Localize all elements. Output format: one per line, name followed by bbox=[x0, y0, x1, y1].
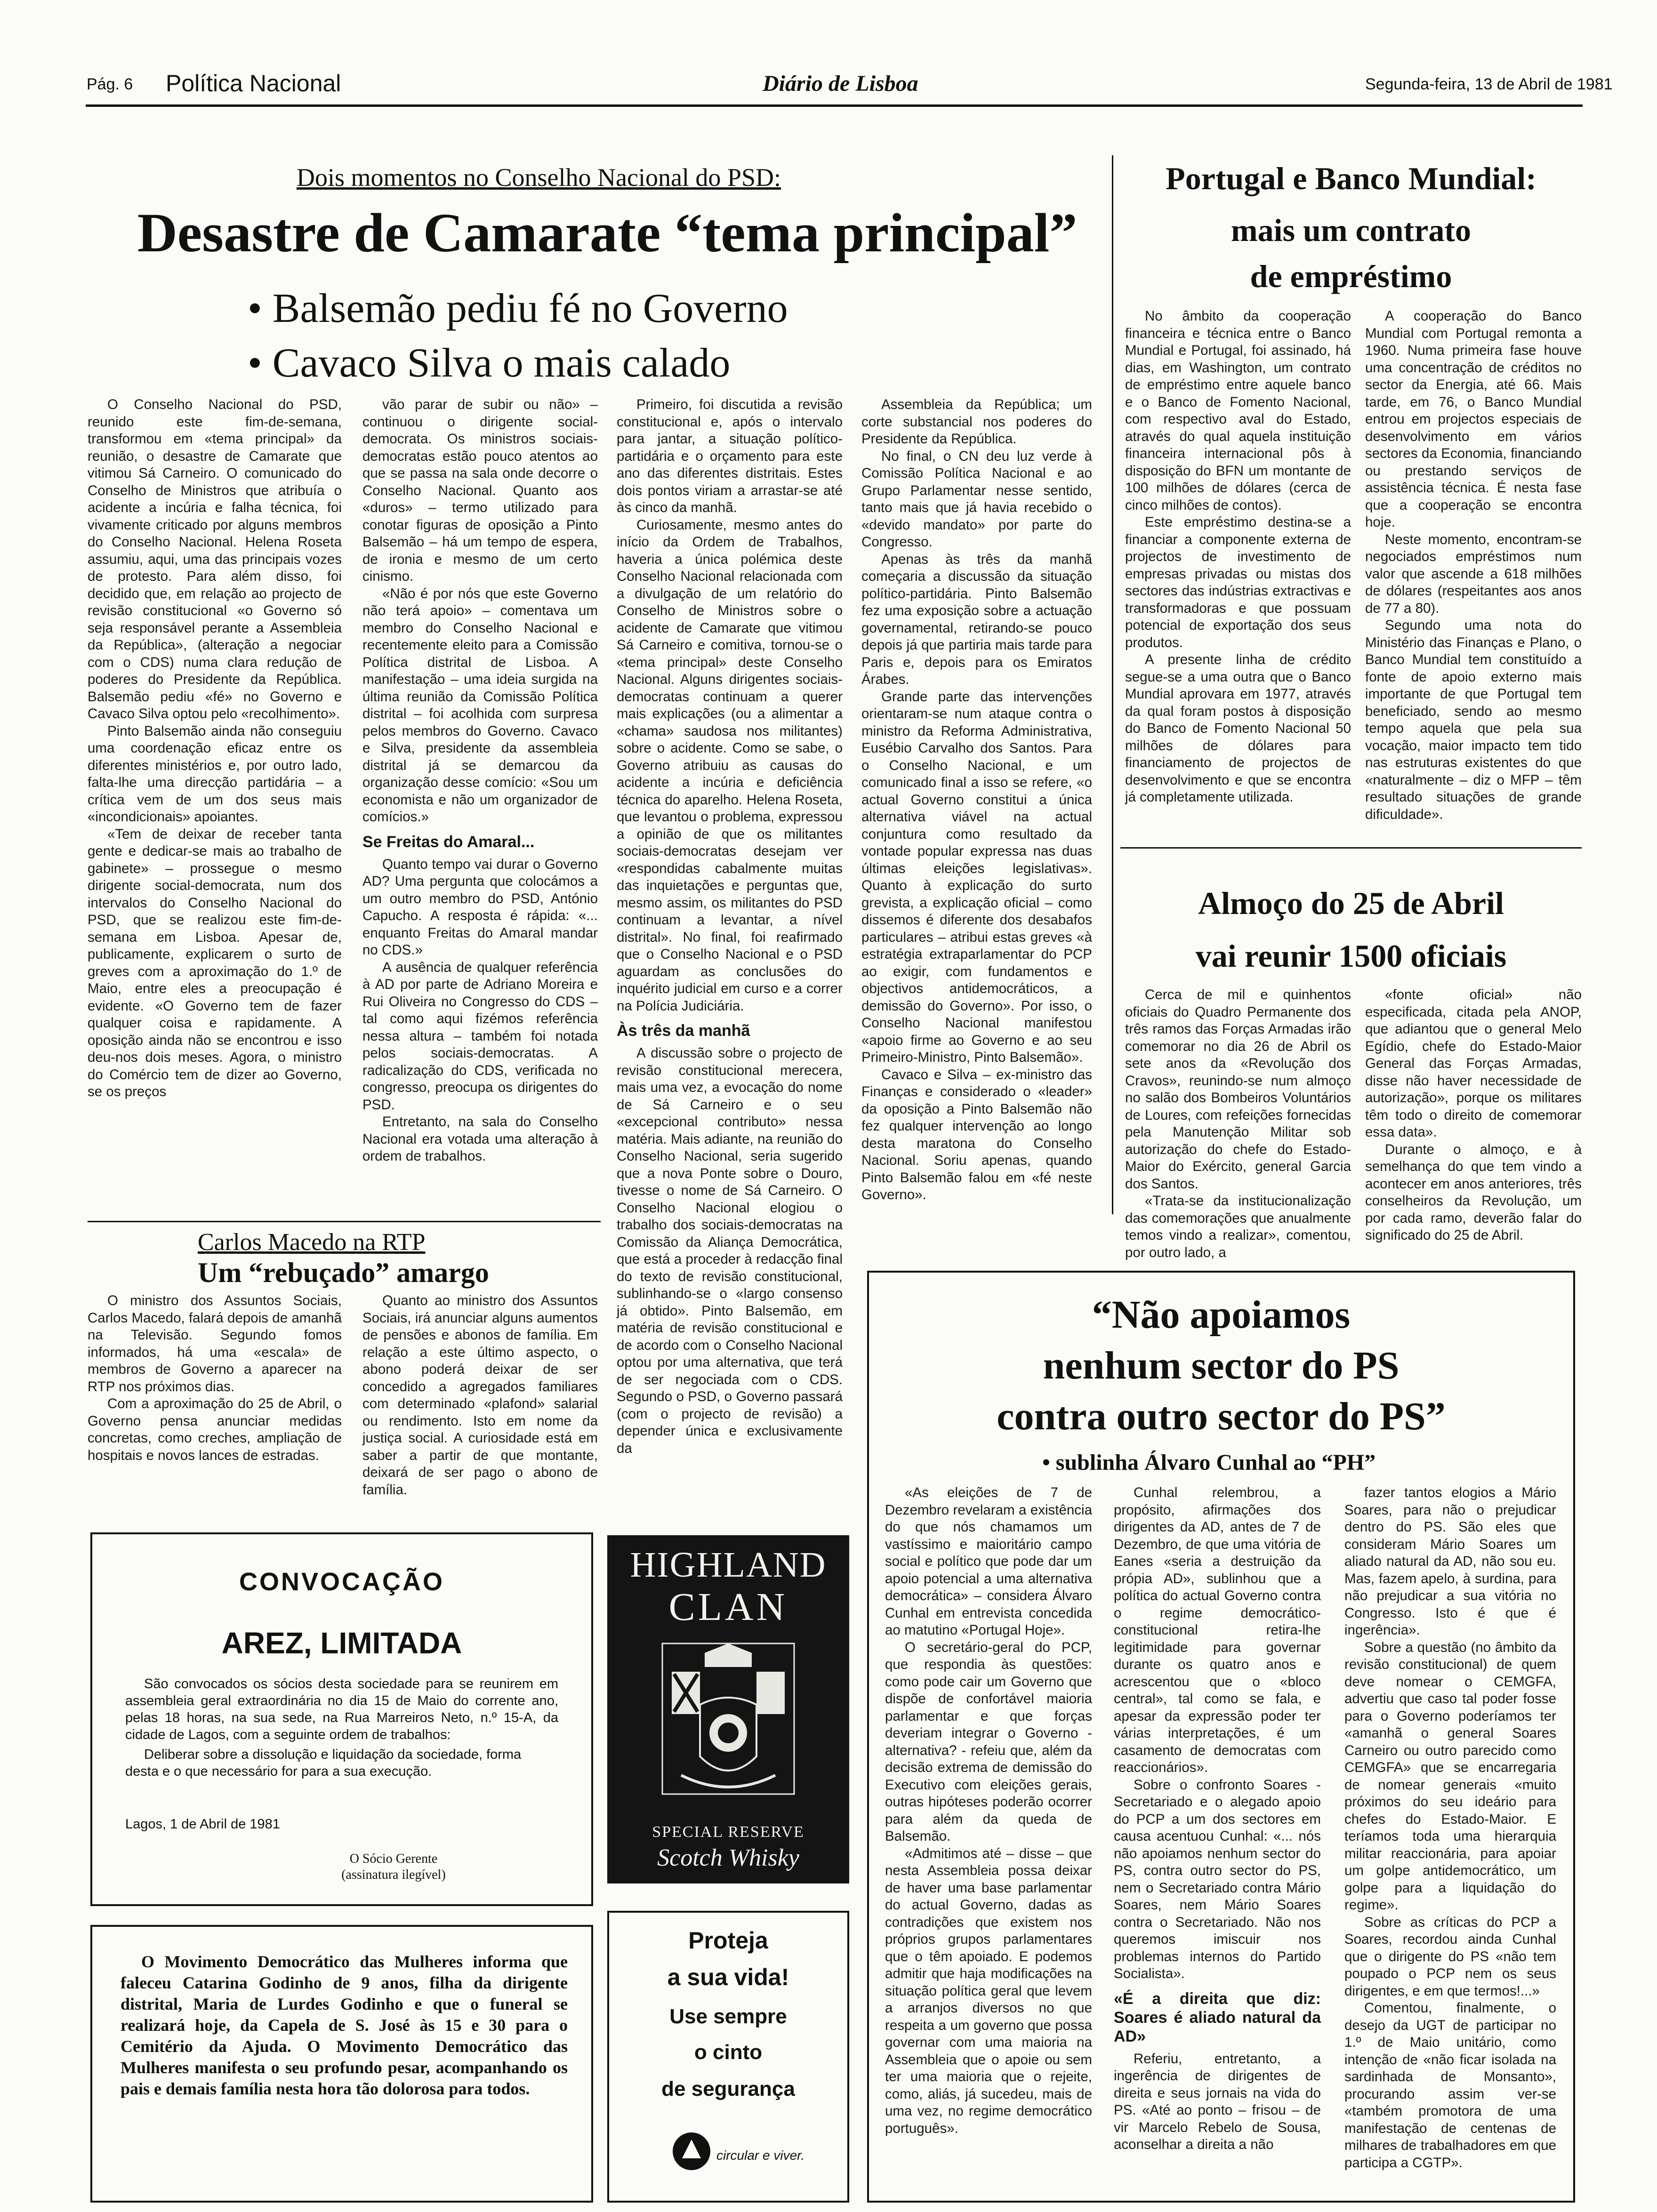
road-safety-logo-icon bbox=[670, 2130, 713, 2172]
paragraph: Neste momento, encontram-se negociados empréstimos num valor que ascende a 618 milhões de dólares (respeitantes aos anos de 77 a 80). bbox=[1365, 531, 1582, 616]
cunhal-column-1 bbox=[885, 1484, 1092, 2190]
section-title: Política Nacional bbox=[166, 70, 341, 96]
main-column-3 bbox=[617, 396, 843, 1526]
paragraph: Quanto tempo vai durar o Governo AD? Uma pergunta que colocámos a um outro membro do PSD, António Capucho. A resposta é rápida: «... enquanto Freitas do Amaral mandar no CDS.» bbox=[362, 856, 598, 958]
paragraph: «fonte oficial» não especificada, citada pela ANOP, que adiantou que o general Melo Egídio, chefe do Estado-Maior General das Forças Armadas, disse não haver necessidade de autorização», porque os militares têm todo o direito de comemorar essa data». bbox=[1365, 987, 1582, 1140]
cunhal-subhead: • sublinha Álvaro Cunhal ao “PH” bbox=[1042, 1450, 1376, 1475]
crest-icon bbox=[648, 1634, 808, 1813]
paragraph: Cerca de mil e quinhentos oficiais do Quadro Permanente dos três ramos das Forças Armadas irão comemorar no dia 26 de Abril os sete anos da «Revolução dos Cravos», reunindo-se num almoço no salão dos Bombeiros Voluntários de Loures, com refeições fornecidas pela Manutenção Militar sob autorização do chefe do Estado-Maior do Exército, general Garcia dos Santos. bbox=[1125, 987, 1351, 1192]
macedo-column-2 bbox=[362, 1292, 598, 1528]
convocacao-body: São convocados os sócios desta sociedade para se reunirem em assembleia geral extraordinária no dia 15 de Maio do corrente ano, pelas 18 horas, na sua sede, na Rua Marreiros Neto, n.º 15-A, da cidade de Lagos, com a seguinte ordem de trabalhos: bbox=[125, 1676, 558, 1742]
convocacao-company: AREZ, LIMITADA bbox=[221, 1626, 462, 1660]
paragraph: Entretanto, na sala do Conselho Nacional era votada uma alteração à ordem de trabalhos. bbox=[362, 1114, 598, 1164]
paragraph: Curiosamente, mesmo antes do início da Ordem de Trabalhos, haveria a única polémica deste Conselho Nacional relacionada com a divulgação de um relatório do Conselho de Ministros sobre o acidente de Camarate que vitimou Sá Carneiro e comitiva, tornou-se o «tema principal» deste Conselho Nacional. Alguns dirigentes sociais-democratas continuam a querer mais explicações (ou a alimentar a «chama» saudosa nos militantes) sobre o acidente. Como se sabe, o Governo atribuiu as causas do acidente a incúria e deficiência técnica do aparelho. Helena Roseta, que levantou o problema, expressou a opinião de que os militantes sociais-democratas desejam ver «respondidas cabalmente muitas das inquietações e perguntas que, mesmo assim, os militantes do PSD continuam a levantar, a nível distrital». No final, foi reafirmado que o Conselho Nacional e o PSD aguardam as conclusões do inquérito judicial em curso e a correr na Polícia Judiciária. bbox=[617, 517, 843, 1014]
macedo-kicker: Carlos Macedo na RTP bbox=[198, 1229, 426, 1256]
proteja-line-1: Proteja bbox=[688, 1927, 768, 1954]
paragraph: Pinto Balsemão ainda não conseguiu uma coordenação eficaz entre os diferentes ministérios e, por outro lado, falta-lhe uma direcção partidária – a crítica vem de um dos seus mais «incondicionais» apoiantes. bbox=[88, 723, 342, 825]
paragraph: «As eleições de 7 de Dezembro revelaram a existência do que nós chamamos um vastíssimo e maioritário campo social e político que pode dar um apoio potencial a uma alternativa democrática» – considera Álvaro Cunhal em entrevista concedida ao matutino «Portugal Hoje». bbox=[885, 1485, 1092, 1638]
banco-headline-1: Portugal e Banco Mundial: bbox=[1166, 160, 1536, 196]
paragraph: A presente linha de crédito segue-se a uma outra que o Banco Mundial aprovara em 1977, através da qual foram postos à disposição do Banco de Fomento Nacional 50 milhões de dólares para financiamento de projectos de desenvolvimento e que se encontra já completamente utilizada. bbox=[1125, 652, 1351, 805]
paragraph: fazer tantos elogios a Mário Soares, para não o prejudicar dentro do PS. São eles que consideram Mário Soares um aliado natural da AD, não sou eu. Mas, fazem apelo, à surdina, para não prejudicar a sua vitória no Congresso. Isto é que é ingerência». bbox=[1344, 1485, 1556, 1638]
paragraph: A ausência de qualquer referência à AD por parte de Adriano Moreira e Rui Oliveira no Congresso do CDS – tal como aqui fizémos referência nessa altura – também foi notada pelos sociais-democratas. A radicalização do CDS, verificada no congresso, preocupa os dirigentes do PSD. bbox=[362, 959, 598, 1113]
cunhal-headline-3: contra outro sector do PS” bbox=[997, 1395, 1446, 1438]
article-subhead-1: • Balsemão pediu fé no Governo bbox=[248, 286, 788, 331]
section-heading: «É a direita que diz: Soares é aliado natural da AD» bbox=[1114, 1989, 1321, 2045]
cunhal-column-3 bbox=[1344, 1484, 1556, 2190]
proteja-logo-text: circular e viver. bbox=[716, 2148, 805, 2163]
convocacao-signature: O Sócio Gerente bbox=[349, 1851, 438, 1866]
article-subhead-2: • Cavaco Silva o mais calado bbox=[248, 340, 731, 386]
main-column-2 bbox=[362, 396, 598, 1215]
proteja-line-3: Use sempre bbox=[669, 2005, 787, 2028]
paragraph: «Tem de deixar de receber tanta gente e dedicar-se mais ao trabalho de gabinete» – prossegue o mesmo dirigente social-democrata, num dos intervalos do Conselho Nacional do PSD, que se realizou este fim-de-semana em Lisboa. Apesar de, publicamente, explicarem o surto de greves com a aproximação do 1.º de Maio, entre eles a preocupação é evidente. «O Governo tem de fazer qualquer coisa e rapidamente. A oposição ainda não se encontrou e isso deu-nos dois meses. Agora, o ministro do Comércio tem de dizer ao Governo, se os preços bbox=[88, 826, 342, 1099]
paragraph: Sobre o confronto Soares -Secretariado e o alegado apoio do PCP a um dos sectores em causa acentuou Cunhal: «... nós não apoiamos nenhum sector do PS, contra outro sector do PS, nem o Secretariado contra Mário Soares, nem Mário Soares contra o Secretariado. Não nos queremos imiscuir nos problemas internos do Partido Socialista». bbox=[1114, 1777, 1321, 1981]
paragraph: O Conselho Nacional do PSD, reunido este fim-de-semana, transformou em «tema principal» da reunião, o desastre de Camarate que vitimou Sá Carneiro. O comunicado do Conselho de Ministros que atribuía o acidente a incúria e falha técnica, foi vivamente criticado por alguns membros do Conselho Nacional. Helena Roseta assumiu, aqui, uma das principais vozes de protesto. Para além disso, foi decidido que, em relação ao projecto de revisão constitucional «o Governo só seja responsável perante a Assembleia da República», (alteração a negociar com o CDS) numa clara redução de poderes do Presidente da República. Balsemão pediu «fé» no Governo e Cavaco Silva optou pelo «recolhimento». bbox=[88, 397, 342, 721]
convocacao-order: Deliberar sobre a dissolução e liquidação da sociedade, forma desta e o que necessário for para a sua execução. bbox=[125, 1747, 522, 1779]
cunhal-headline-2: nenhum sector do PS bbox=[1043, 1344, 1400, 1387]
paragraph: Cunhal relembrou, a propósito, afirmações dos dirigentes da AD, antes de 7 de Dezembro, de que uma vitória de Eanes «seria a destruição da própia AD», sublinhou que a política do actual Governo contra o regime democrático-constitucional retira-lhe legitimidade para governar durante os quatro anos e acrescentou que o «bloco central», tal como se fala, e apesar da expressão poder ter várias interpretações, é um casamento de democratas com reaccionários». bbox=[1114, 1485, 1321, 1775]
paragraph: Comentou, finalmente, o desejo da UGT de participar no 1.º de Maio unitário, como intenção de «não ficar isolada na sardinhada de Monsanto», procurando assim ver-se «também promotora de uma manifestação de centenas de milhares de trabalhadores em que participa a CGTP». bbox=[1344, 2000, 1556, 2171]
paragraph: Sobre as críticas do PCP a Soares, recordou ainda Cunhal que o dirigente do PS «não tem poupado o PCP nem os seus dirigentes, e em que termos!...» bbox=[1344, 1914, 1556, 1999]
cunhal-headline-1: “Não apoiamos bbox=[1092, 1293, 1351, 1337]
paragraph: Este empréstimo destina-se a financiar a componente externa de projectos de investimento de empresas privadas ou mistas dos sectores das indústrias extractivas e transformadoras e que possuam potencial de exportação dos seus produtos. bbox=[1125, 514, 1351, 650]
almoco-headline-1: Almoço do 25 de Abril bbox=[1198, 885, 1504, 921]
paragraph: O secretário-geral do PCP, que respondia às questões: como pode cair um Governo que dispõe de confortável maioria parlamentar e que forças deveriam integrar o Governo - alternativa? - refeiu que, além da decisão extrema de demissão do Executivo com eleições gerais, outras hipóteses poderão ocorrer para além da queda de Balsemão. bbox=[885, 1639, 1092, 1844]
almoco-headline-2: vai reunir 1500 oficiais bbox=[1195, 938, 1507, 974]
paragraph: Assembleia da República; um corte substancial nos poderes do Presidente da República. bbox=[861, 397, 1092, 447]
paragraph: Apenas às três da manhã começaria a discussão da situação político-partidária. Pinto Balsemão fez uma exposição sobre a actuação governamental, retirando-se pouco depois já que partiria mais tarde para Paris e, depois para os Emiratos Árabes. bbox=[861, 551, 1092, 687]
almoco-column-1 bbox=[1125, 986, 1351, 1260]
paragraph: Primeiro, foi discutida a revisão constitucional e, após o intervalo para jantar, a situação político-partidária e o orçamento para este ano das diferentes distritais. Estes dois pontos viriam a arrastar-se até às cinco da manhã. bbox=[617, 397, 843, 515]
highland-clan-ad bbox=[607, 1535, 849, 1883]
almoco-column-2 bbox=[1365, 986, 1582, 1250]
paragraph: «Não é por nós que este Governo não terá apoio» – comentava um membro do Conselho Nacional e recentemente eleito para a Comissão Política distrital de Lisboa. A manifestação – uma ideia surgida na última reunião da Comissão Política distrital – foi acolhida com surpresa pelos membros do Governo. Cavaco e Silva, presidente da assembleia distrital já se demarcou da organização desse comício: «Sou um economista e não um organizador de comícios.» bbox=[362, 585, 598, 825]
paragraph: «Trata-se da institucionalização das comemorações que anualmente temos vindo a realizar», comentou, por outro lado, a bbox=[1125, 1193, 1351, 1260]
obituary-text: O Movimento Democrático das Mulheres informa que faleceu Catarina Godinho de 9 anos, filha da dirigente distrital, Maria de Lurdes Godinho e que o funeral se realizará hoje, da Capela de S. José às 15 e 30 para o Cemitério da Ajuda. O Movimento Democrático das Mulheres manifesta o seu profundo pesar, acompanhando os pais e demais família nesta hora tão dolorosa para todos. bbox=[121, 1952, 568, 2098]
proteja-line-4: o cinto bbox=[694, 2041, 763, 2064]
paragraph: «Admitimos até – disse – que nesta Assembleia possa deixar de haver uma base parlamentar do actual Governo, dadas as contradições que existem nos próprios grupos parlamentares que o têm apoiado. E podemos admitir que haja modificações na situação política geral que levem a arranjos diversos no que respeita a um governo que possa governar com uma maioria na Assembleia que o apoie ou sem ter uma maioria que o rejeite, como, aliás, já sucedeu, mais de uma vez, no regime democrático português». bbox=[885, 1845, 1092, 2136]
banco-headline-3: de empréstimo bbox=[1250, 258, 1452, 294]
cunhal-column-2 bbox=[1114, 1484, 1321, 2190]
banco-headline-2: mais um contrato bbox=[1231, 212, 1471, 248]
paragraph: A cooperação do Banco Mundial com Portugal remonta a 1960. Numa primeira fase houve uma concentração de créditos no sector da Energia, até 66. Mais tarde, em 76, o Banco Mundial entrou em projectos especiais de desenvolvimento em vários sectores da Economia, financiando ou prestando serviços de assistência técnica. É nesta fase que a cooperação se encontra hoje. bbox=[1365, 308, 1582, 530]
macedo-column-1 bbox=[88, 1292, 342, 1528]
banco-column-1 bbox=[1125, 308, 1351, 825]
highland-brand-line-2: CLAN bbox=[668, 1585, 788, 1629]
column-rule bbox=[1112, 155, 1113, 1214]
article-kicker: Dois momentos no Conselho Nacional do PSD: bbox=[297, 163, 781, 192]
proteja-line-5: de segurança bbox=[661, 2077, 795, 2100]
page-number: Pág. 6 bbox=[87, 75, 133, 93]
section-heading: Às três da manhã bbox=[617, 1022, 750, 1040]
highland-whisky: Scotch Whisky bbox=[657, 1844, 799, 1871]
highland-reserve: SPECIAL RESERVE bbox=[652, 1823, 804, 1841]
article-headline: Desastre de Camarate “tema principal” bbox=[137, 202, 1078, 264]
macedo-headline: Um “rebuçado” amargo bbox=[198, 1257, 489, 1288]
convocacao-ad bbox=[90, 1532, 593, 1906]
proteja-ad bbox=[607, 1911, 849, 2203]
paragraph: Grande parte das intervenções orientaram-se num ataque contra o ministro da Reforma Administrativa, Eusébio Carvalho dos Santos. Para o Conselho Nacional, e um comunicado final a isso se refere, «o actual Governo constitui a única alternativa viável na actual conjuntura como resultado da vontade popular expressa nas duas últimas eleições legislativas». Quanto à explicação do surto grevista, a explicação oficial – como dissemos é diferente dos desabafos particulares – atribui estas greves «à estratégia extraparlamentar do PCP ao exigir, com fundamentos e objectivos antidemocráticos, a demissão do Governo». Por isso, o Conselho Nacional manifestou «apoio firme ao Governo e ao seu Primeiro-Ministro, Pinto Balsemão». bbox=[861, 689, 1092, 1065]
paragraph: Quanto ao ministro dos Assuntos Sociais, irá anunciar alguns aumentos de pensões e abonos de família. Em relação a este último aspecto, o abono poderá deixar de ser concedido a agregados familiares com determinado «plafond» salarial ou rendimento. Isto em nome da justiça social. A curiosidade está em saber a partir de que montante, deixará de ser pago o abono de família. bbox=[362, 1293, 598, 1498]
masthead-rule bbox=[86, 104, 1583, 107]
paragraph: vão parar de subir ou não» – continuou o dirigente social-democrata. Os ministros sociais-democratas estão pouco atentos ao que se passa na sala onde decorre o Conselho Nacional. Quanto aos «duros» – termo utilizado para conotar figuras de oposição a Pinto Balsemão – há um tempo de espera, de ironia e mesmo de um certo cinismo. bbox=[362, 397, 598, 584]
paragraph: Segundo uma nota do Ministério das Finanças e Plano, o Banco Mundial tem constituído a fonte de apoio externo mais importante de que Portugal tem beneficiado, sendo ao mesmo tempo aquela que pela sua vocação, maior impacto tem tido nas estruturas existentes do que «naturalmente – diz o MFP – têm resultado situações de grande dificuldade». bbox=[1365, 617, 1582, 822]
paragraph: Durante o almoço, e à semelhança do que tem vindo a acontecer em anos anteriores, três conselheiros da Revolução, um por cada ramo, deverão falar do significado do 25 de Abril. bbox=[1365, 1141, 1582, 1243]
paragraph: Cavaco e Silva – ex-ministro das Finanças e considerado o «leader» da oposição a Pinto Balsemão não fez qualquer intervenção ao longo desta maratona do Conselho Nacional. Soriu apenas, quando Pinto Balsemão falou em «fé neste Governo». bbox=[861, 1066, 1092, 1202]
divider bbox=[88, 1221, 601, 1222]
highland-brand-line-1: HIGHLAND bbox=[630, 1545, 827, 1585]
issue-date: Segunda-feira, 13 de Abril de 1981 bbox=[1365, 75, 1613, 93]
paragraph: Sobre a questão (no âmbito da revisão constitucional) de quem deve nomear o CEMGFA, advertiu que caso tal poder fosse para o Governo poderíamos ter «amanhã o general Soares Carneiro ou outro parecido como CEMGFA» que se encarregaria de nomear generais «muito próximos do seu ideário para chefes do Estado-Maior. E teríamos toda uma hierarquia militar reaccionária, para apoiar um golpe antidemocrático, um golpe para a liquidação do regime». bbox=[1344, 1639, 1556, 1913]
convocacao-title: CONVOCAÇÃO bbox=[239, 1568, 444, 1596]
divider bbox=[1120, 847, 1582, 849]
convocacao-place-date: Lagos, 1 de Abril de 1981 bbox=[125, 1817, 280, 1832]
obituary-notice bbox=[90, 1925, 593, 2203]
convocacao-signature-note: (assinatura ilegível) bbox=[341, 1867, 446, 1882]
newspaper-name: Diário de Lisboa bbox=[763, 71, 918, 96]
cunhal-article bbox=[867, 1271, 1575, 2203]
paragraph: No final, o CN deu luz verde à Comissão Política Nacional e ao Grupo Parlamentar nesse sentido, tanto mais que já havia recebido o «devido mandato» por parte do Congresso. bbox=[861, 448, 1092, 550]
paragraph: Com a aproximação do 25 de Abril, o Governo pensa anunciar medidas concretas, como creches, ampliação de hospitais e novos lances de estradas. bbox=[88, 1396, 342, 1463]
paragraph: O ministro dos Assuntos Sociais, Carlos Macedo, falará depois de amanhã na Televisão. Segundo fomos informados, há uma «escala» de membros de Governo a aparecer na RTP nos próximos dias. bbox=[88, 1293, 342, 1395]
banco-column-2 bbox=[1365, 308, 1582, 825]
main-column-1 bbox=[88, 396, 342, 1215]
section-heading: Se Freitas do Amaral... bbox=[362, 833, 535, 851]
paragraph: No âmbito da cooperação financeira e técnica entre o Banco Mundial e Portugal, foi assinado, há dias, em Washington, um contrato de empréstimo entre aquele banco e o Banco de Fomento Nacional, com respectivo aval do Estado, através do qual aquela instituição financeira internacional pôs à disposição do BFN um montante de 100 milhões de dólares (cerca de cinco milhões de contos). bbox=[1125, 308, 1351, 513]
paragraph: A discussão sobre o projecto de revisão constitucional merecera, mais uma vez, a evocação do nome de Sá Carneiro e o seu «excepcional contributo» nessa matéria. Mais adiante, na reunião do Conselho Nacional, seria sugerido que a nova Ponte sobre o Douro, tivesse o nome de Sá Carneiro. O Conselho Nacional elogiou o trabalho dos sociais-democratas na Comissão da Aliança Democrática, que está a proceder à redacção final do texto de revisão constitucional, sublinhando-se o «largo consenso já obtido». Pinto Balsemão, em matéria de revisão constitucional e de acordo com o Conselho Nacional optou por uma alternativa, que terá de ser negociada com o CDS. Segundo o PSD, o Governo passará (com o projecto de revisão) a depender única e exclusivamente da bbox=[617, 1045, 843, 1456]
proteja-line-2: a sua vida! bbox=[667, 1964, 789, 1990]
paragraph: Referiu, entretanto, a ingerência de dirigentes de direita e seus jornais na vida do PS. «Até ao ponto – frisou – de vir Marcelo Rebelo de Sousa, aconselhar a direita a não bbox=[1114, 2051, 1321, 2152]
